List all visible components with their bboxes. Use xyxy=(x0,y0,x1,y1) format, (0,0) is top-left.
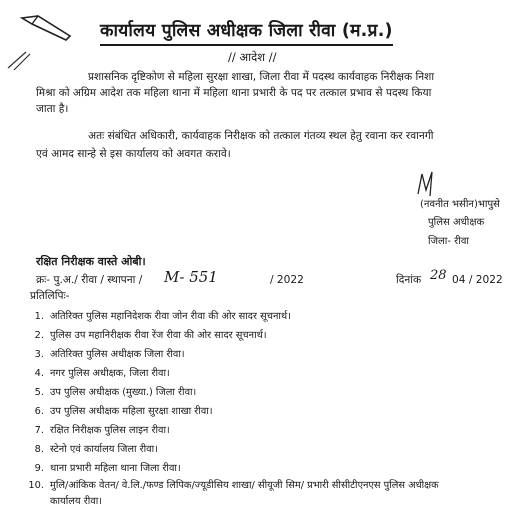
para2-line1: अतः संबंधित अधिकारी, कार्यवाहक निरीक्षक को तत्काल गंतव्य स्थल हेतु रवाना कर रवानगी xyxy=(88,130,434,142)
list-item: 10. मुलि/आंकिक वेतन/ वे.लि./फण्ड लिपिक/ज्यूडीसिय शाखा/ सीयूजी सिम/ प्रभारी सीसीटीएनएस पुलिस अधीक्षक xyxy=(28,480,439,491)
list-item: 7. रक्षित निरीक्षक पुलिस लाइन रीवा। xyxy=(34,425,170,436)
date-label: दिनांक xyxy=(396,274,422,286)
pen-mark-icon xyxy=(18,12,76,42)
list-item: कार्यालय रीवा। xyxy=(50,496,102,507)
list-item: 5. उप पुलिस अधीक्षक (मुख्या.) जिला रीवा। xyxy=(34,387,197,398)
signatory-name: (नवनीत भसीन)भापुसे xyxy=(420,199,500,210)
list-item: 2. पुलिस उप महानिरीक्षक रीवा रेंज रीवा की ओर सादर सूचनार्थ। xyxy=(34,330,267,341)
signatory-designation: पुलिस अधीक्षक xyxy=(428,217,485,228)
signatory-district: जिला- रीवा xyxy=(428,236,469,247)
reference-year: / 2022 xyxy=(270,274,304,286)
list-item: 8. स्टेनो एवं कार्यालय जिला रीवा। xyxy=(34,444,158,455)
rakshit-line: रक्षित निरीक्षक वास्ते ओबी। xyxy=(36,255,146,268)
page-title: कार्यालय पुलिस अधीक्षक जिला रीवा (म.प्र.) xyxy=(100,18,393,46)
para2-line2: एवं आमद सान्हे से इस कार्यालय को अवगत करावे। xyxy=(36,148,231,160)
signature-scribble-icon xyxy=(412,170,442,198)
list-item: 3. अतिरिक्त पुलिस अधीक्षक जिला रीवा। xyxy=(34,349,185,360)
list-item: 6. उप पुलिस अधीक्षक महिला सुरक्षा शाखा रीवा। xyxy=(34,406,213,417)
reference-prefix: क्रः- पु.अ./ रीवा / स्थापना / xyxy=(36,274,143,286)
para1-line1: प्रशासनिक दृष्टिकोण से महिला सुरक्षा शाखा, जिला रीवा में पदस्थ कार्यवाहक निरीक्षक निशा xyxy=(88,71,435,83)
list-item: 9. थाना प्रभारी महिला थाना जिला रीवा। xyxy=(34,463,181,474)
para1-line3: जाता है। xyxy=(36,103,69,115)
reference-number: M- 551 xyxy=(164,268,218,286)
list-item: 4. नगर पुलिस अधीक्षक, जिला रीवा। xyxy=(34,368,170,379)
slash-mark-icon xyxy=(4,48,32,72)
date-day: 28 xyxy=(430,268,447,283)
date-rest: 04 / 2022 xyxy=(452,274,503,286)
copy-label: प्रतिलिपिः- xyxy=(30,290,70,302)
order-heading: // आदेश // xyxy=(228,50,277,64)
para1-line2: मिश्रा को अग्रिम आदेश तक महिला थाना में महिला थाना प्रभारी के पद पर तत्काल प्रभाव से पदस्थ किया xyxy=(36,87,432,99)
list-item: 1. अतिरिक्त पुलिस महानिदेशक रीवा जोन रीवा की ओर सादर सूचनार्थ। xyxy=(34,311,291,322)
